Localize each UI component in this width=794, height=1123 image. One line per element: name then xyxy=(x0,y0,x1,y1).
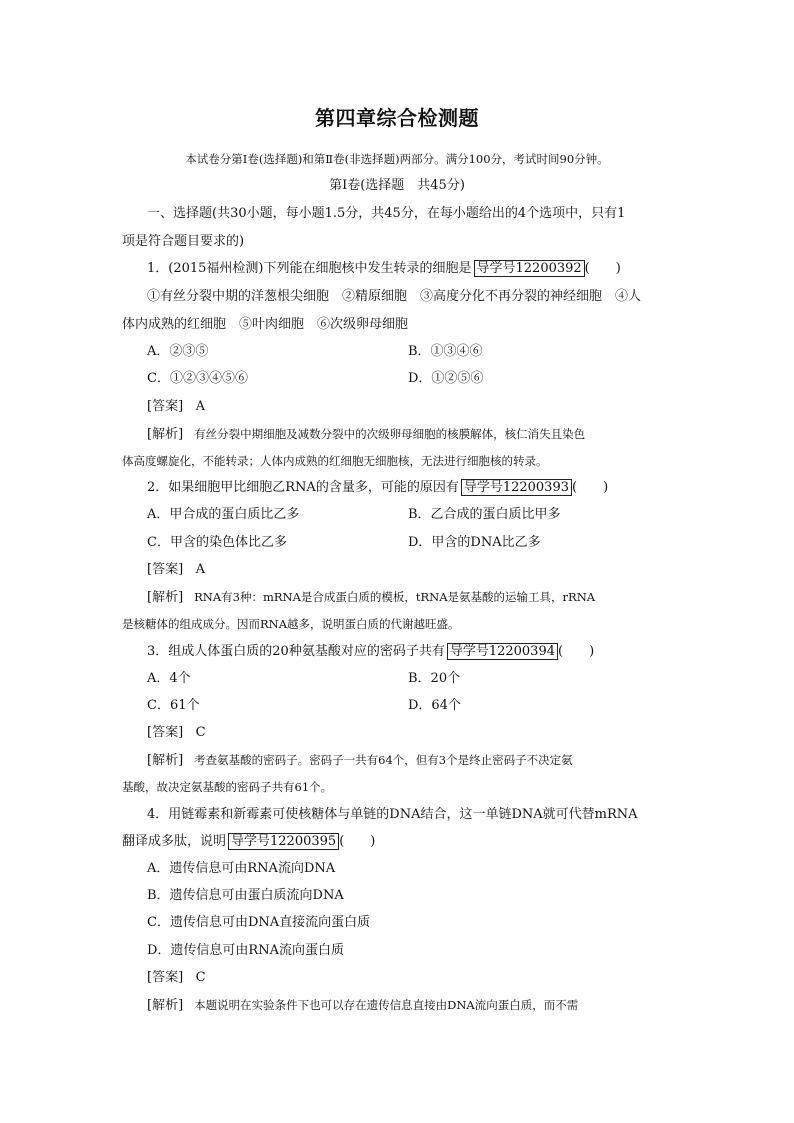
option-a: A．遗传信息可由RNA流向DNA xyxy=(147,861,336,876)
explanation-tag: [解析] xyxy=(147,427,184,442)
question-1-items-line1: ①有丝分裂中期的洋葱根尖细胞 ②精原细胞 ③高度分化不再分裂的神经细胞 ④人 xyxy=(147,289,642,304)
answer-tag: [答案] xyxy=(147,970,184,985)
answer-tag: [答案] xyxy=(147,399,184,414)
explanation-line2: 是核糖体的组成成分。因而RNA越多，说明蛋白质的代谢越旺盛。 xyxy=(122,617,460,631)
option-b: B．遗传信息可由蛋白质流向DNA xyxy=(147,888,344,903)
option-d: D．64个 xyxy=(408,698,461,713)
option-c: C．甲含的染色体比乙多 xyxy=(147,535,287,550)
explanation-line1 xyxy=(147,588,595,607)
question-1-stem xyxy=(147,260,621,278)
part-instructions-line2: 项是符合题目要求的) xyxy=(122,234,245,249)
option-d: D．遗传信息可由RNA流向蛋白质 xyxy=(147,943,344,958)
page-title: 第四章综合检测题 xyxy=(315,106,479,130)
option-a: A．4个 xyxy=(147,671,191,686)
option-b: B．①③④⑥ xyxy=(408,344,483,359)
explanation-line2: 体高度螺旋化，不能转录；人体内成熟的红细胞无细胞核，无法进行细胞核的转录。 xyxy=(122,454,548,468)
answer-tag: [答案] xyxy=(147,725,184,740)
answer-line xyxy=(147,561,205,579)
explanation-text: 本题说明在实验条件下也可以存在遗传信息直接由DNA流向蛋白质，而不需 xyxy=(194,998,579,1012)
answer-value: A xyxy=(195,399,205,414)
explanation-line2: 基酸，故决定氨基酸的密码子共有61个。 xyxy=(122,780,333,794)
option-c: C．遗传信息可由DNA直接流向蛋白质 xyxy=(147,915,371,930)
explanation-line1 xyxy=(147,425,585,444)
answer-line xyxy=(147,724,206,742)
question-3-stem xyxy=(147,643,594,661)
question-4-stem-line1: 4．用链霉素和新霉素可使核糖体与单链的DNA结合，这一单链DNA就可代替mRNA xyxy=(147,807,638,822)
answer-line xyxy=(147,398,205,416)
answer-tag: [答案] xyxy=(147,562,184,577)
explanation-line1 xyxy=(147,996,578,1015)
answer-paren: ( ) xyxy=(558,644,595,659)
question-4-stem-line2 xyxy=(122,833,375,851)
explanation-tag: [解析] xyxy=(147,590,184,605)
question-stem-text: 1．(2015福州检测)下列能在细胞核中发生转录的细胞是 xyxy=(147,261,472,276)
option-a: A．甲合成的蛋白质比乙多 xyxy=(147,507,300,522)
study-reference-box: 导学号12200394 xyxy=(447,643,558,660)
section-title: 第Ⅰ卷(选择题 共45分) xyxy=(329,178,465,193)
answer-value: C xyxy=(195,970,206,985)
question-stem-text: 2．如果细胞甲比细胞乙RNA的含量多，可能的原因有 xyxy=(147,480,459,495)
study-reference-box: 导学号12200395 xyxy=(228,833,339,850)
explanation-text: 有丝分裂中期细胞及减数分裂中的次级卵母细胞的核膜解体，核仁消失且染色 xyxy=(194,427,586,441)
exam-intro: 本试卷分第Ⅰ卷(选择题)和第Ⅱ卷(非选择题)两部分。满分100分，考试时间90分钟。 xyxy=(185,152,609,166)
explanation-tag: [解析] xyxy=(147,998,184,1013)
option-d: D．甲含的DNA比乙多 xyxy=(408,535,541,550)
question-stem-text: 翻译成多肽，说明 xyxy=(122,834,227,849)
study-reference-box: 导学号12200393 xyxy=(461,479,572,496)
option-c: C．①②③④⑤⑥ xyxy=(147,371,248,386)
answer-value: A xyxy=(195,562,205,577)
explanation-tag: [解析] xyxy=(147,753,184,768)
option-b: B．乙合成的蛋白质比甲多 xyxy=(408,507,561,522)
study-reference-box: 导学号12200392 xyxy=(474,260,585,277)
option-d: D．①②⑤⑥ xyxy=(408,371,484,386)
option-b: B．20个 xyxy=(408,671,461,686)
explanation-line1 xyxy=(147,751,573,770)
option-a: A．②③⑤ xyxy=(147,344,209,359)
option-c: C．61个 xyxy=(147,698,200,713)
question-2-stem xyxy=(147,479,608,497)
question-stem-text: 3．组成人体蛋白质的20种氨基酸对应的密码子共有 xyxy=(147,644,445,659)
part-instructions-line1: 一、选择题(共30小题，每小题1.5分，共45分，在每小题给出的4个选项中，只有1 xyxy=(147,206,626,221)
question-1-items-line2: 体内成熟的红细胞 ⑤叶肉细胞 ⑥次级卵母细胞 xyxy=(122,317,409,332)
answer-paren: ( ) xyxy=(572,480,609,495)
explanation-text: 考查氨基酸的密码子。密码子一共有64个，但有3个是终止密码子不决定氨 xyxy=(194,753,573,767)
answer-line xyxy=(147,969,206,987)
answer-paren: ( ) xyxy=(584,261,621,276)
explanation-text: RNA有3种：mRNA是合成蛋白质的模板，tRNA是氨基酸的运输工具，rRNA xyxy=(194,590,596,604)
answer-paren: ( ) xyxy=(339,834,376,849)
answer-value: C xyxy=(195,725,206,740)
